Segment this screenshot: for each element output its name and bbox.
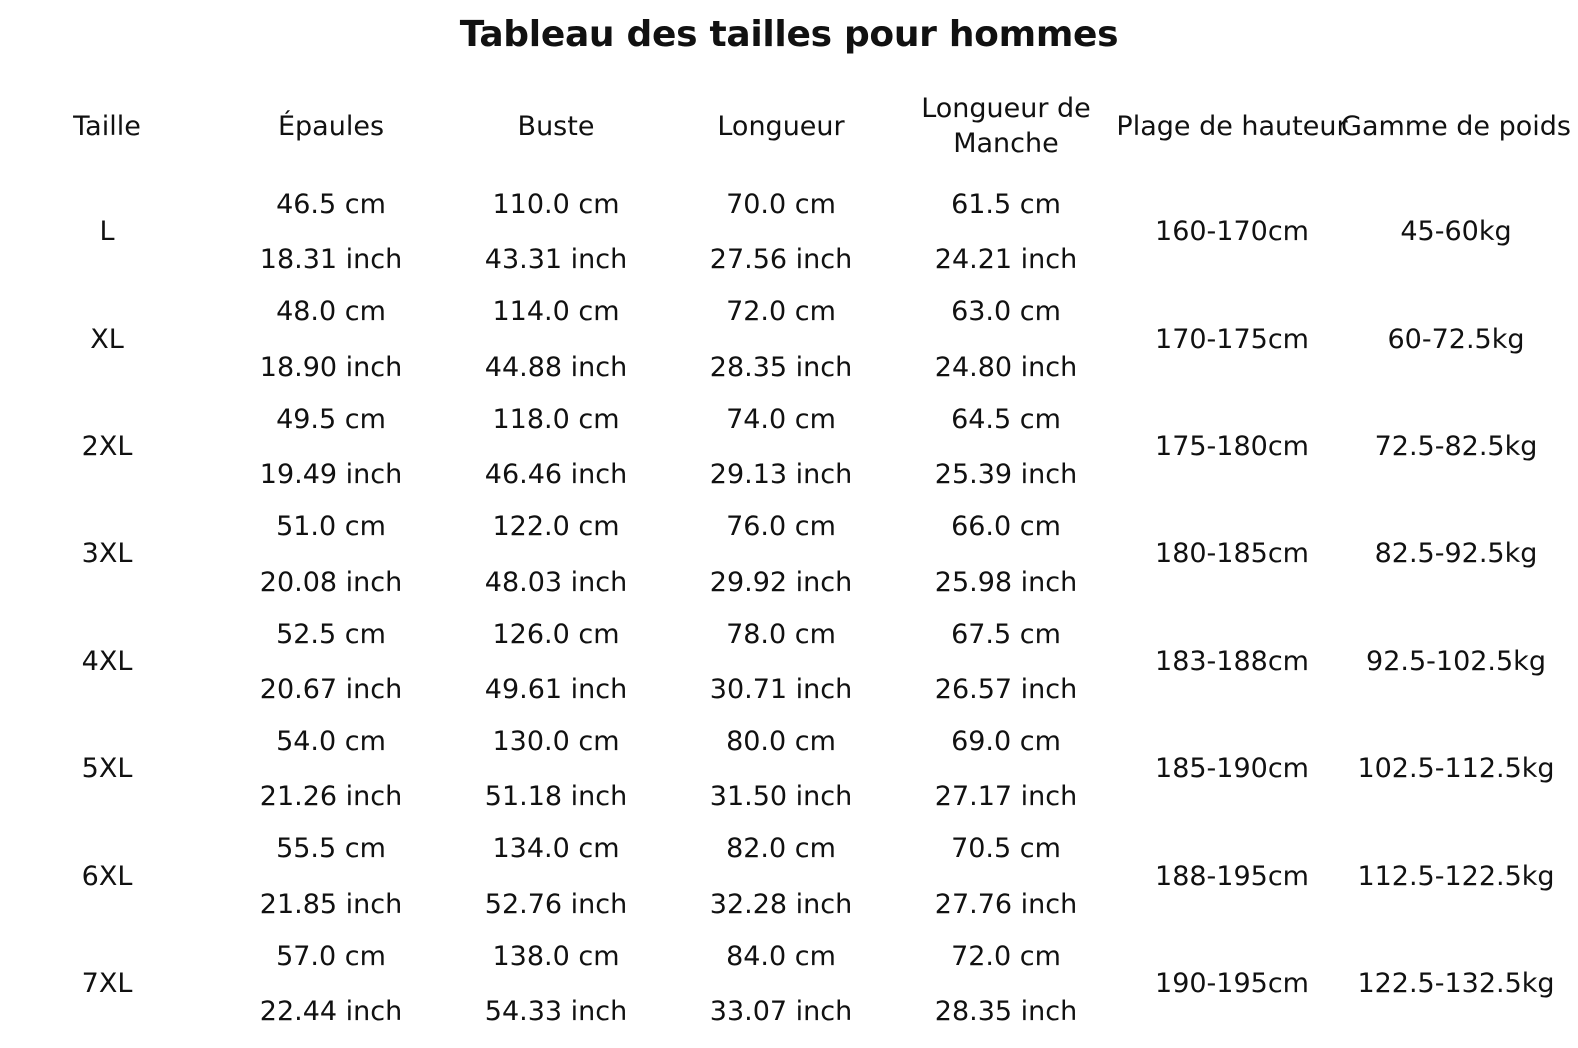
shoulders-cm: 49.5 cm — [276, 403, 386, 435]
bust-cell — [461, 285, 651, 392]
length-inch: 28.35 inch — [709, 351, 853, 383]
length-cell — [686, 930, 876, 1037]
size-cell: 7XL — [81, 967, 133, 999]
table-row — [0, 393, 1578, 500]
shoulders-inch: 19.49 inch — [259, 459, 403, 491]
shoulders-cm: 48.0 cm — [276, 296, 386, 328]
weight-range-cell: 45-60kg — [1400, 216, 1512, 248]
sleeve-cm: 69.0 cm — [951, 725, 1061, 757]
sleeve-cell — [911, 930, 1101, 1037]
bust-inch: 49.61 inch — [484, 673, 628, 705]
sleeve-inch: 28.35 inch — [934, 996, 1078, 1028]
length-cell — [686, 285, 876, 392]
shoulders-inch: 22.44 inch — [259, 996, 403, 1028]
height-range-cell: 170-175cm — [1155, 323, 1309, 355]
height-range-cell: 190-195cm — [1155, 967, 1309, 999]
bust-inch: 54.33 inch — [484, 996, 628, 1028]
length-inch: 32.28 inch — [709, 888, 853, 920]
sleeve-inch: 25.39 inch — [934, 459, 1078, 491]
size-cell: 3XL — [81, 538, 133, 570]
table-row — [0, 715, 1578, 822]
sleeve-inch: 25.98 inch — [934, 566, 1078, 598]
height-range-cell: 180-185cm — [1155, 538, 1309, 570]
size-cell: 2XL — [81, 430, 133, 462]
length-cm: 78.0 cm — [726, 618, 836, 650]
sleeve-cell — [911, 178, 1101, 285]
shoulders-cm: 52.5 cm — [276, 618, 386, 650]
table-row — [0, 500, 1578, 607]
shoulders-cell — [236, 822, 426, 929]
bust-cell — [461, 178, 651, 285]
sleeve-cell — [911, 715, 1101, 822]
length-cm: 70.0 cm — [726, 189, 836, 220]
bust-inch: 51.18 inch — [484, 781, 628, 813]
bust-cell — [461, 930, 651, 1037]
header-length: Longueur — [717, 110, 845, 142]
length-inch: 27.56 inch — [709, 244, 853, 276]
bust-cm: 126.0 cm — [492, 618, 620, 650]
table-row — [0, 608, 1578, 715]
table-row — [0, 930, 1578, 1037]
length-inch: 30.71 inch — [709, 673, 853, 705]
shoulders-cell — [236, 500, 426, 607]
weight-range-cell: 112.5-122.5kg — [1357, 860, 1555, 892]
length-cm: 76.0 cm — [726, 511, 836, 543]
shoulders-cm: 46.5 cm — [276, 189, 386, 220]
length-cm: 74.0 cm — [726, 403, 836, 435]
length-cm: 84.0 cm — [726, 940, 836, 972]
shoulders-inch: 18.31 inch — [259, 244, 403, 276]
header-sleeve-length: Longueur de Manche — [921, 93, 1091, 159]
size-cell: 6XL — [81, 860, 133, 892]
sleeve-cm: 72.0 cm — [951, 940, 1061, 972]
shoulders-cell — [236, 608, 426, 715]
length-inch: 31.50 inch — [709, 781, 853, 813]
length-cell — [686, 500, 876, 607]
length-cm: 82.0 cm — [726, 833, 836, 865]
length-cell — [686, 178, 876, 285]
sleeve-cell — [911, 500, 1101, 607]
shoulders-cm: 51.0 cm — [276, 511, 386, 543]
bust-cm: 110.0 cm — [492, 189, 620, 220]
length-inch: 29.92 inch — [709, 566, 853, 598]
bust-cell — [461, 822, 651, 929]
header-size: Taille — [73, 110, 141, 142]
header-shoulders: Épaules — [277, 110, 385, 142]
bust-cm: 122.0 cm — [492, 511, 620, 543]
shoulders-inch: 20.08 inch — [259, 566, 403, 598]
bust-inch: 52.76 inch — [484, 888, 628, 920]
sleeve-inch: 24.21 inch — [934, 244, 1078, 276]
sleeve-cell — [911, 822, 1101, 929]
table-row — [0, 822, 1578, 929]
bust-inch: 46.46 inch — [484, 459, 628, 491]
bust-cm: 130.0 cm — [492, 725, 620, 757]
bust-cell — [461, 715, 651, 822]
shoulders-inch: 21.85 inch — [259, 888, 403, 920]
shoulders-cell — [236, 285, 426, 392]
shoulders-cell — [236, 393, 426, 500]
table-row — [0, 285, 1578, 392]
length-cell — [686, 393, 876, 500]
bust-inch: 48.03 inch — [484, 566, 628, 598]
bust-cell — [461, 393, 651, 500]
bust-cm: 118.0 cm — [492, 403, 620, 435]
shoulders-inch: 21.26 inch — [259, 781, 403, 813]
length-cell — [686, 608, 876, 715]
shoulders-cm: 55.5 cm — [276, 833, 386, 865]
size-cell: 4XL — [81, 645, 133, 677]
weight-range-cell: 60-72.5kg — [1387, 323, 1525, 355]
height-range-cell: 160-170cm — [1155, 216, 1309, 248]
length-cell — [686, 715, 876, 822]
bust-inch: 43.31 inch — [484, 244, 628, 276]
weight-range-cell: 102.5-112.5kg — [1357, 753, 1555, 785]
sleeve-inch: 27.76 inch — [934, 888, 1078, 920]
bust-inch: 44.88 inch — [484, 351, 628, 383]
shoulders-cell — [236, 178, 426, 285]
size-cell: 5XL — [81, 753, 133, 785]
height-range-cell: 188-195cm — [1155, 860, 1309, 892]
bust-cell — [461, 500, 651, 607]
height-range-cell: 183-188cm — [1155, 645, 1309, 677]
header-height-range: Plage de hauteur — [1116, 110, 1348, 142]
sleeve-cm: 67.5 cm — [951, 618, 1061, 650]
sleeve-inch: 26.57 inch — [934, 673, 1078, 705]
weight-range-cell: 82.5-92.5kg — [1374, 538, 1538, 570]
sleeve-cm: 70.5 cm — [951, 833, 1061, 865]
sleeve-cm: 66.0 cm — [951, 511, 1061, 543]
length-cm: 72.0 cm — [726, 296, 836, 328]
length-cm: 80.0 cm — [726, 725, 836, 757]
sleeve-cm: 64.5 cm — [951, 403, 1061, 435]
shoulders-cell — [236, 930, 426, 1037]
length-inch: 29.13 inch — [709, 459, 853, 491]
sleeve-inch: 27.17 inch — [934, 781, 1078, 813]
sleeve-cell — [911, 393, 1101, 500]
table-body — [0, 178, 1578, 1037]
sleeve-cm: 63.0 cm — [951, 296, 1061, 328]
weight-range-cell: 122.5-132.5kg — [1357, 967, 1555, 999]
length-cell — [686, 822, 876, 929]
shoulders-inch: 18.90 inch — [259, 351, 403, 383]
page-title: Tableau des tailles pour hommes — [459, 14, 1119, 55]
weight-range-cell: 72.5-82.5kg — [1374, 430, 1538, 462]
table-row — [0, 178, 1578, 285]
shoulders-cm: 54.0 cm — [276, 725, 386, 757]
sleeve-cell — [911, 608, 1101, 715]
bust-cm: 114.0 cm — [492, 296, 620, 328]
height-range-cell: 175-180cm — [1155, 430, 1309, 462]
height-range-cell: 185-190cm — [1155, 753, 1309, 785]
bust-cm: 134.0 cm — [492, 833, 620, 865]
shoulders-inch: 20.67 inch — [259, 673, 403, 705]
size-cell: XL — [90, 323, 124, 355]
size-cell: L — [99, 216, 115, 248]
bust-cell — [461, 608, 651, 715]
header-bust: Buste — [517, 110, 595, 142]
bust-cm: 138.0 cm — [492, 940, 620, 972]
shoulders-cell — [236, 715, 426, 822]
weight-range-cell: 92.5-102.5kg — [1366, 645, 1546, 677]
length-inch: 33.07 inch — [709, 996, 853, 1028]
sleeve-inch: 24.80 inch — [934, 351, 1078, 383]
sleeve-cm: 61.5 cm — [951, 189, 1061, 220]
sleeve-cell — [911, 285, 1101, 392]
shoulders-cm: 57.0 cm — [276, 940, 386, 972]
table-header — [0, 88, 1578, 164]
header-weight-range: Gamme de poids — [1341, 110, 1571, 142]
